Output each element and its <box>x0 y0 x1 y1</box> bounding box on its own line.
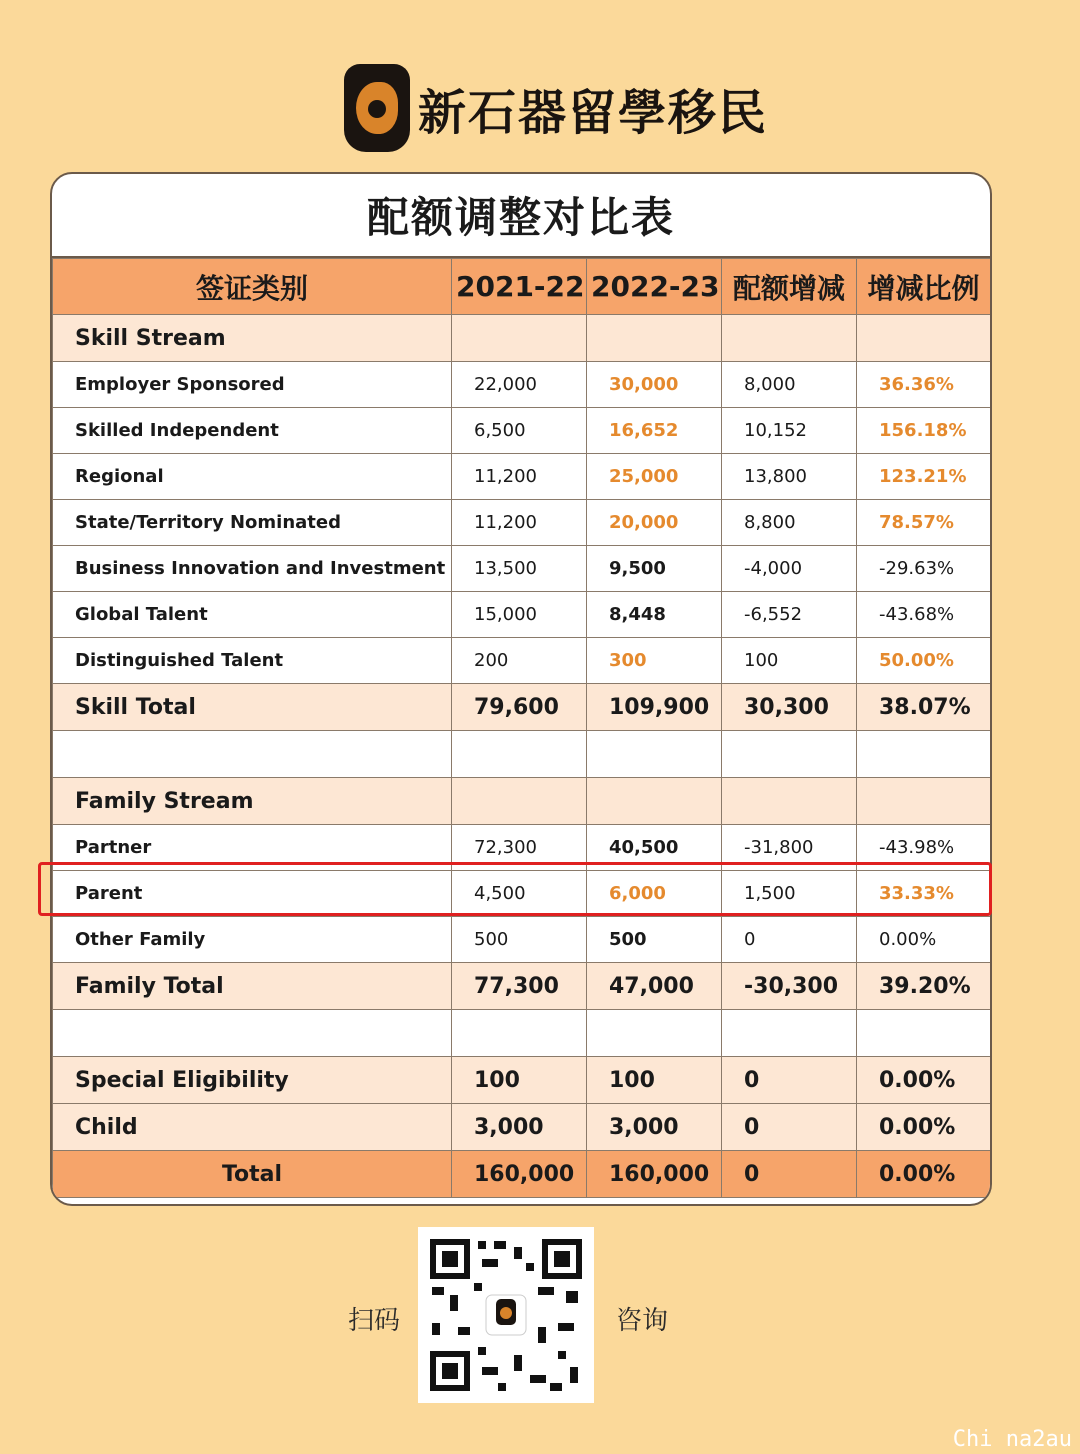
value-change: 8,800 <box>722 500 857 546</box>
brand-mark-icon <box>344 64 410 152</box>
row-label: Distinguished Talent <box>53 638 452 684</box>
table-row <box>53 408 991 454</box>
value-pct: 156.18% <box>857 408 991 454</box>
value-change: -6,552 <box>722 592 857 638</box>
table-row <box>53 454 991 500</box>
value-2022-23: 6,000 <box>587 871 722 917</box>
consult-label: 咨询 <box>616 1306 669 1336</box>
card-title: 配额调整对比表 <box>52 174 990 258</box>
value-2021-22: 4,500 <box>452 871 587 917</box>
table-row <box>53 592 991 638</box>
skill-stream-label: Skill Stream <box>53 315 452 362</box>
table-row <box>53 362 991 408</box>
value-pct: -43.68% <box>857 592 991 638</box>
value-change: -31,800 <box>722 825 857 871</box>
special-eligibility-row <box>53 1057 991 1104</box>
value-2022-23: 20,000 <box>587 500 722 546</box>
row-label: Child <box>53 1104 452 1151</box>
value-2022-23: 25,000 <box>587 454 722 500</box>
value-2021-22: 500 <box>452 917 587 963</box>
value-2022-23: 109,900 <box>587 684 722 731</box>
quota-comparison-card <box>50 172 992 1206</box>
value-2021-22: 22,000 <box>452 362 587 408</box>
header-pct: 增减比例 <box>857 259 991 315</box>
table-row <box>53 500 991 546</box>
value-change: 30,300 <box>722 684 857 731</box>
value-2021-22: 6,500 <box>452 408 587 454</box>
value-change: -4,000 <box>722 546 857 592</box>
value-change: 0 <box>722 1057 857 1104</box>
value-change: 10,152 <box>722 408 857 454</box>
value-pct: 50.00% <box>857 638 991 684</box>
spacer-row <box>53 731 991 778</box>
quota-table <box>52 258 991 1198</box>
brand-logo <box>344 62 769 154</box>
value-2021-22: 3,000 <box>452 1104 587 1151</box>
value-change: 8,000 <box>722 362 857 408</box>
value-2021-22: 11,200 <box>452 500 587 546</box>
skill-stream-heading-row <box>53 315 991 362</box>
site-watermark: Chi na2au <box>952 1427 1072 1452</box>
value-pct: 123.21% <box>857 454 991 500</box>
value-pct: -29.63% <box>857 546 991 592</box>
row-label: Skill Total <box>53 684 452 731</box>
value-pct: 33.33% <box>857 871 991 917</box>
row-label: Family Total <box>53 963 452 1010</box>
qr-code[interactable] <box>418 1227 594 1403</box>
spacer-row <box>53 1010 991 1057</box>
value-2022-23: 500 <box>587 917 722 963</box>
value-2021-22: 11,200 <box>452 454 587 500</box>
value-pct: 0.00% <box>857 1151 991 1198</box>
value-2021-22: 100 <box>452 1057 587 1104</box>
value-change: 100 <box>722 638 857 684</box>
brand-name: 新石器留學移民 <box>418 84 769 141</box>
table-row <box>53 638 991 684</box>
row-label: Other Family <box>53 917 452 963</box>
value-2022-23: 47,000 <box>587 963 722 1010</box>
value-pct: 0.00% <box>857 1057 991 1104</box>
value-change: 0 <box>722 1151 857 1198</box>
value-change: -30,300 <box>722 963 857 1010</box>
value-2022-23: 9,500 <box>587 546 722 592</box>
value-2021-22: 72,300 <box>452 825 587 871</box>
row-label: Business Innovation and Investment <box>53 546 452 592</box>
value-change: 1,500 <box>722 871 857 917</box>
value-2022-23: 100 <box>587 1057 722 1104</box>
value-change: 0 <box>722 1104 857 1151</box>
value-pct: -43.98% <box>857 825 991 871</box>
value-pct: 38.07% <box>857 684 991 731</box>
value-2022-23: 300 <box>587 638 722 684</box>
row-label: Total <box>53 1151 452 1198</box>
row-label: Global Talent <box>53 592 452 638</box>
table-row <box>53 546 991 592</box>
row-label: Special Eligibility <box>53 1057 452 1104</box>
value-2022-23: 3,000 <box>587 1104 722 1151</box>
header-visa-category: 签证类别 <box>53 259 452 315</box>
skill-total-row <box>53 684 991 731</box>
family-stream-heading-row <box>53 778 991 825</box>
family-total-row <box>53 963 991 1010</box>
row-label: Employer Sponsored <box>53 362 452 408</box>
parent-row-highlight <box>38 862 992 916</box>
value-2021-22: 77,300 <box>452 963 587 1010</box>
row-label: State/Territory Nominated <box>53 500 452 546</box>
qr-code-icon <box>418 1227 594 1403</box>
value-2021-22: 79,600 <box>452 684 587 731</box>
value-2022-23: 8,448 <box>587 592 722 638</box>
value-2021-22: 160,000 <box>452 1151 587 1198</box>
value-pct: 39.20% <box>857 963 991 1010</box>
value-change: 13,800 <box>722 454 857 500</box>
value-2022-23: 30,000 <box>587 362 722 408</box>
header-2021-22: 2021-22 <box>452 259 587 315</box>
value-2022-23: 160,000 <box>587 1151 722 1198</box>
row-label: Parent <box>53 871 452 917</box>
table-row <box>53 917 991 963</box>
value-pct: 0.00% <box>857 917 991 963</box>
value-2022-23: 16,652 <box>587 408 722 454</box>
table-header-row <box>53 259 991 315</box>
value-2021-22: 13,500 <box>452 546 587 592</box>
row-label: Partner <box>53 825 452 871</box>
value-pct: 36.36% <box>857 362 991 408</box>
header-2022-23: 2022-23 <box>587 259 722 315</box>
value-2022-23: 40,500 <box>587 825 722 871</box>
grand-total-row <box>53 1151 991 1198</box>
row-label: Regional <box>53 454 452 500</box>
scan-label: 扫码 <box>348 1306 401 1336</box>
value-change: 0 <box>722 917 857 963</box>
header-change: 配额增减 <box>722 259 857 315</box>
child-row <box>53 1104 991 1151</box>
value-2021-22: 15,000 <box>452 592 587 638</box>
value-pct: 78.57% <box>857 500 991 546</box>
value-2021-22: 200 <box>452 638 587 684</box>
value-pct: 0.00% <box>857 1104 991 1151</box>
row-label: Skilled Independent <box>53 408 452 454</box>
family-stream-label: Family Stream <box>53 778 452 825</box>
